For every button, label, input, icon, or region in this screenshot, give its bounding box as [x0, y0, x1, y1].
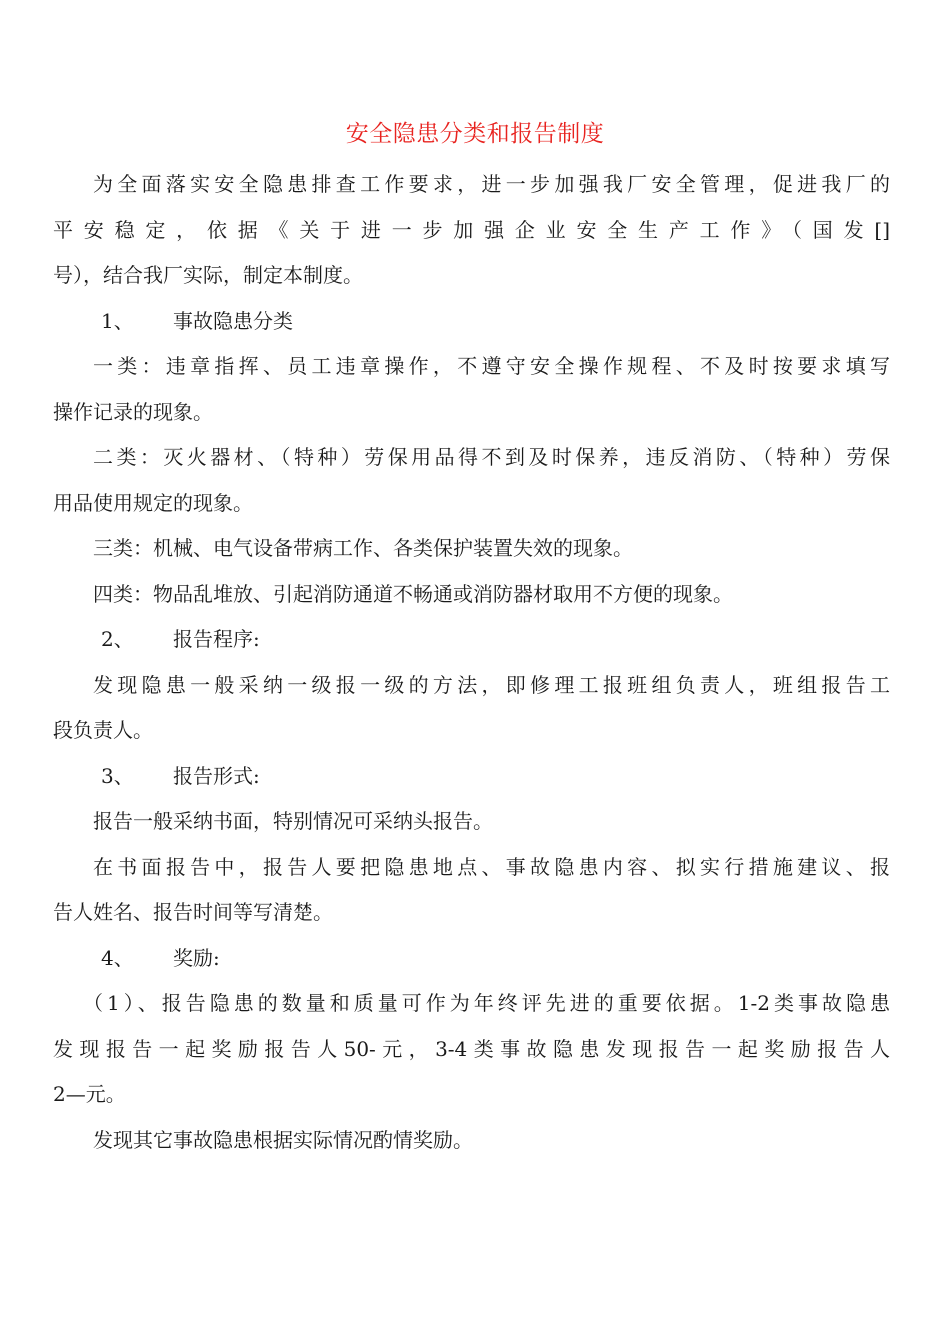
section-2-paragraph	[53, 663, 890, 754]
section-3-number: 3、	[101, 763, 134, 788]
section-3-p2-line-2: 告人姓名、报告时间等写清楚。	[53, 900, 333, 924]
section-4-p1-line-3: 2—元。	[53, 1082, 126, 1106]
section-4-paragraph-1	[53, 981, 890, 1118]
section-3-title: 报告形式:	[173, 763, 260, 788]
section-3-heading	[53, 754, 890, 800]
section-2-line-2: 段负责人。	[53, 718, 153, 742]
class-4-paragraph: 四类：物品乱堆放、引起消防通道不畅通或消防器材取用不方便的现象。	[93, 581, 733, 606]
section-2-title: 报告程序:	[173, 627, 260, 651]
class-2-line-1: 二类：灭火器材、（特种）劳保用品得不到及时保养，违反消防、（特种）劳保	[93, 445, 890, 469]
section-3-paragraph-1: 报告一般采纳书面，特别情况可采纳头报告。	[93, 809, 493, 833]
class-1-line-1: 一类：违章指挥、员工违章操作，不遵守安全操作规程、不及时按要求填写	[93, 354, 890, 378]
class-2-line-2: 用品使用规定的现象。	[53, 490, 253, 515]
section-2-number: 2、	[101, 627, 134, 651]
class-3-paragraph: 三类：机械、电气设备带病工作、各类保护装置失效的现象。	[93, 536, 633, 560]
section-2-heading	[53, 617, 890, 663]
section-4-number: 4、	[101, 945, 134, 970]
section-3-paragraph-2	[53, 845, 890, 936]
intro-line-3: 号），结合我厂实际，制定本制度。	[53, 263, 363, 287]
section-2-line-1: 发现隐患一般采纳一级报一级的方法，即修理工报班组负责人，班组报告工	[93, 672, 890, 697]
intro-paragraph	[53, 162, 890, 299]
section-3-p2-line-1: 在书面报告中，报告人要把隐患地点、事故隐患内容、拟实行措施建议、报	[93, 854, 890, 879]
section-4-p1-line-2: 发现报告一起奖励报告人50-元，3-4类事故隐患发现报告一起奖励报告人	[53, 1036, 890, 1061]
section-4-heading	[53, 936, 890, 982]
class-2-paragraph	[53, 435, 890, 526]
section-1-heading	[53, 299, 890, 345]
class-1-line-2: 操作记录的现象。	[53, 399, 213, 424]
section-1-number: 1、	[101, 308, 134, 333]
section-4-p1-line-1: （1）、报告隐患的数量和质量可作为年终评先进的重要依据。1-2类事故隐患	[83, 991, 890, 1015]
class-1-paragraph	[53, 344, 890, 435]
section-1-title: 事故隐患分类	[173, 308, 293, 333]
intro-line-2: 平安稳定，依据《关于进一步加强企业安全生产工作》（国发[]	[53, 217, 890, 242]
section-4-paragraph-2: 发现其它事故隐患根据实际情况酌情奖励。	[93, 1127, 473, 1152]
document-title: 安全隐患分类和报告制度	[345, 121, 605, 147]
document-body	[53, 162, 890, 1163]
intro-line-1: 为全面落实安全隐患排查工作要求，进一步加强我厂安全管理，促进我厂的	[93, 172, 890, 196]
section-4-title: 奖励:	[173, 945, 220, 970]
